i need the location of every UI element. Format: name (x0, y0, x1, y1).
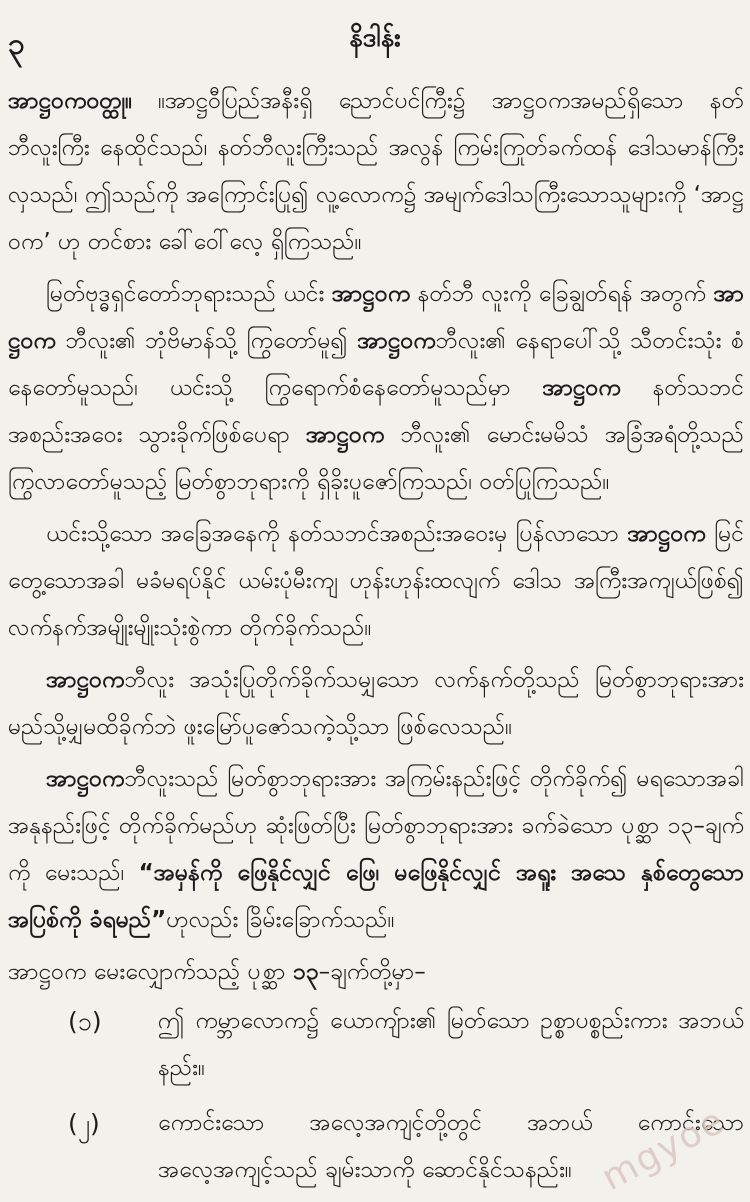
list-item-number: (၂) (68, 1109, 100, 1138)
bold-term: အာဋ္ဌဝက (46, 766, 125, 792)
list-item-text: ဤ ကမ္ဘာလောက၌ ယောကျ်ား၏ မြတ်သော ဥစ္စာပစ္စည်းကား အဘယ်နည်း။ (158, 1008, 744, 1081)
bold-term: အာဋ္ဌဝက (8, 281, 745, 354)
text-run: နတ်ဘီ လူးကို ခြေချွတ်ရန် အတွက် (410, 281, 714, 307)
text-run: အာဋ္ဌဝက မေးလျှောက်သည့် ပုစ္ဆာ (8, 959, 293, 985)
bold-term: အာဋ္ဌဝက (331, 281, 411, 307)
text-run: ဟုလည်း ခြိမ်းခြောက်သည်။ (166, 907, 395, 933)
running-head: နိဒါန်း (349, 23, 401, 53)
page-number: ၃ (8, 27, 25, 62)
list-item (8, 998, 744, 1092)
text-run: ဘီလူး၏ ဘုံဗိမာန်သို့ ကြွတော်မူ၍ (55, 328, 358, 354)
page-body (8, 78, 744, 1202)
bold-term: အာဋ္ဌဝက (357, 328, 436, 354)
bold-term: အာဋ္ဌဝက (305, 422, 385, 448)
bold-term: အာဋ္ဌဝက (46, 667, 125, 693)
paragraph-2 (8, 271, 744, 506)
paragraph-5 (8, 756, 744, 944)
text-run: –ချက်တို့မှာ– (318, 959, 426, 985)
text-run: ယင်းသို့သော အခြေအနေကို နတ်သဘင်အစည်းအဝေးမှ ပြန်လာသော (46, 521, 628, 547)
watermark: mgyoe (594, 1100, 732, 1199)
text-run: ဘီလူး၏ မောင်းမမိသံ အခြံအရံတို့သည် ကြွလာတော်မူသည့် မြတ်စွာဘုရားကို ရှိခိုးပူဇော်ကြသည်၊ ဝတ်ပြုကြသည်။ (8, 422, 744, 495)
paragraph-3 (8, 511, 744, 652)
text-run: မြတ်ဗုဒ္ဓရှင်တော်ဘုရားသည် ယင်း (46, 281, 325, 307)
text-run: ဘီလူးသည် မြတ်စွာဘုရားအား အကြမ်းနည်းဖြင့် တိုက်ခိုက်၍ မရသောအခါ အနုနည်းဖြင့် တိုက်ခိုက်မည်ဟု ဆုံးဖြတ်ပြီး မြတ်စွာဘုရားအား ခက်ခဲသော ပုစ္ဆာ ၁၃–ချက်ကို မေးသည်၊ (8, 766, 744, 886)
section-term: အာဋ္ဌဝကဝတ္ထု။ (8, 88, 133, 114)
text-run: နတ်သဘင်အစည်းအဝေး သွားခိုက်ဖြစ်ပေရာ (8, 375, 745, 448)
paragraph-1-text: ။အာဋ္ဌဝီပြည်အနီးရှိ ညောင်ပင်ကြီး၌ အာဋ္ဌဝကအမည်ရှိသော နတ်ဘီလူးကြီး နေထိုင်သည်၊ နတ်ဘီလူးကြီးသည် အလွန် ကြမ်းကြုတ်ခက်ထန် ဒေါသမာန်ကြီးလှသည်၊ ဤသည်ကို အကြောင်းပြု၍ လူ့လောက၌ အမျက်ဒေါသကြီးသောသူများကို ‘အာဋ္ဌဝက’ ဟု တင်စား ခေါ်ဝေါ်လေ့ ရှိကြသည်။ (8, 88, 744, 255)
paragraph-4 (8, 657, 744, 751)
text-run: မြင်တွေ့သောအခါ မခံမရပ်နိုင် ယမ်းပုံမီးကျ ဟုန်းဟုန်းထလျက် ဒေါသ အကြီးအကျယ်ဖြစ်၍ လက်နက်အမျိုးမျိုးသုံးစွဲကာ တိုက်ခိုက်သည်။ (8, 521, 744, 641)
bold-term: ၁၃ (292, 959, 319, 985)
list-intro (8, 949, 744, 996)
paragraph-1 (8, 78, 744, 266)
list-item-text: ကောင်းသော အလေ့အကျင့်တို့တွင် အဘယ် ကောင်းသော အလေ့အကျင့်သည် ချမ်းသာကို ဆောင်နိုင်သနည်း။ (158, 1110, 744, 1183)
text-run: ဘီလူး အသုံးပြုတိုက်ခိုက်သမျှသော လက်နက်တို့သည် မြတ်စွာဘုရားအား မည်သို့မျှမထိခိုက်ဘဲ ဖူးမြော်ပူဇော်သကဲ့သို့သာ ဖြစ်လေသည်။ (8, 667, 744, 740)
list-item-number: (၁) (68, 1007, 102, 1036)
bold-quote: “အမှန်ကို ဖြေနိုင်လျှင် ဖြေ၊ မဖြေနိုင်လျှင် အရူး အသေ နှစ်တွေသော အပြစ်ကို ခံရမည်” (8, 860, 744, 933)
bold-term: အာဋ္ဌဝက (627, 521, 706, 547)
text-run: ဘီလူး၏ နေရာပေါ်သို့ သီတင်းသုံး စံနေတော်မူသည်၊ ယင်းသို့ ကြွရောက်စံနေတော်မူသည်မှာ (8, 328, 744, 401)
bold-term: အာဋ္ဌဝက (542, 375, 621, 401)
